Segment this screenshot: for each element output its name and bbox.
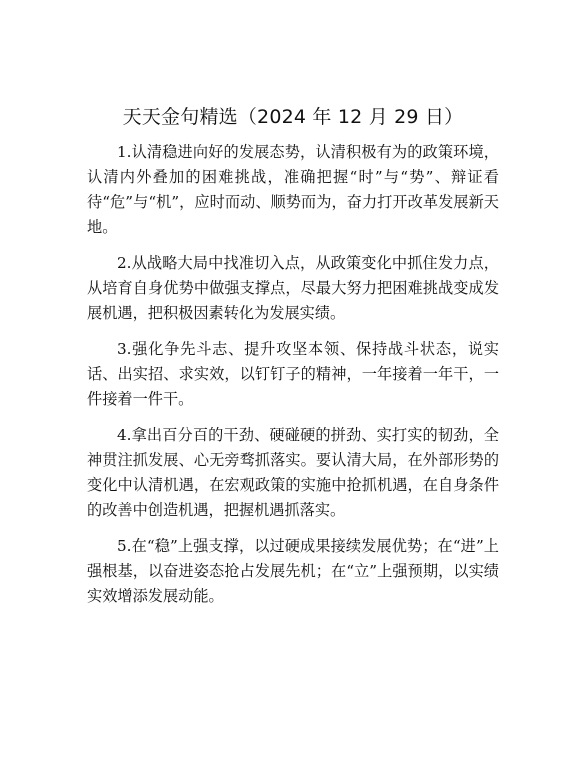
document-body [87, 140, 499, 620]
paragraph-4: 4.拿出百分百的干劲、硬碰硬的拼劲、实打实的韧劲，全神贯注抓发展、心无旁骛抓落实。要认清大局，在外部形势的变化中认清机遇，在宏观政策的实施中抢抓机遇，在自身条件的改善中创造机遇，把握机遇抓落实。 [87, 426, 499, 519]
paragraph-3: 3.强化争先斗志、提升攻坚本领、保持战斗状态，说实话、出实招、求实效，以钉钉子的精神，一年接着一年干，一件接着一件干。 [87, 340, 499, 408]
paragraph-5: 5.在“稳”上强支撑，以过硬成果接续发展优势；在“进”上强根基，以奋进姿态抢占发展先机；在“立”上强预期，以实绩实效增添发展动能。 [87, 537, 499, 605]
paragraph-2: 2.从战略大局中找准切入点，从政策变化中抓住发力点，从培育自身优势中做强支撑点，尽最大努力把困难挑战变成发展机遇，把积极因素转化为发展实绩。 [87, 254, 499, 322]
paragraph-1: 1.认清稳进向好的发展态势，认清积极有为的政策环境，认清内外叠加的困难挑战，准确把握“时”与“势”、辩证看待“危”与“机”，应时而动、顺势而为，奋力打开改革发展新天地。 [87, 143, 499, 236]
document-title: 天天金句精选（2024 年 12 月 29 日） [122, 106, 464, 128]
